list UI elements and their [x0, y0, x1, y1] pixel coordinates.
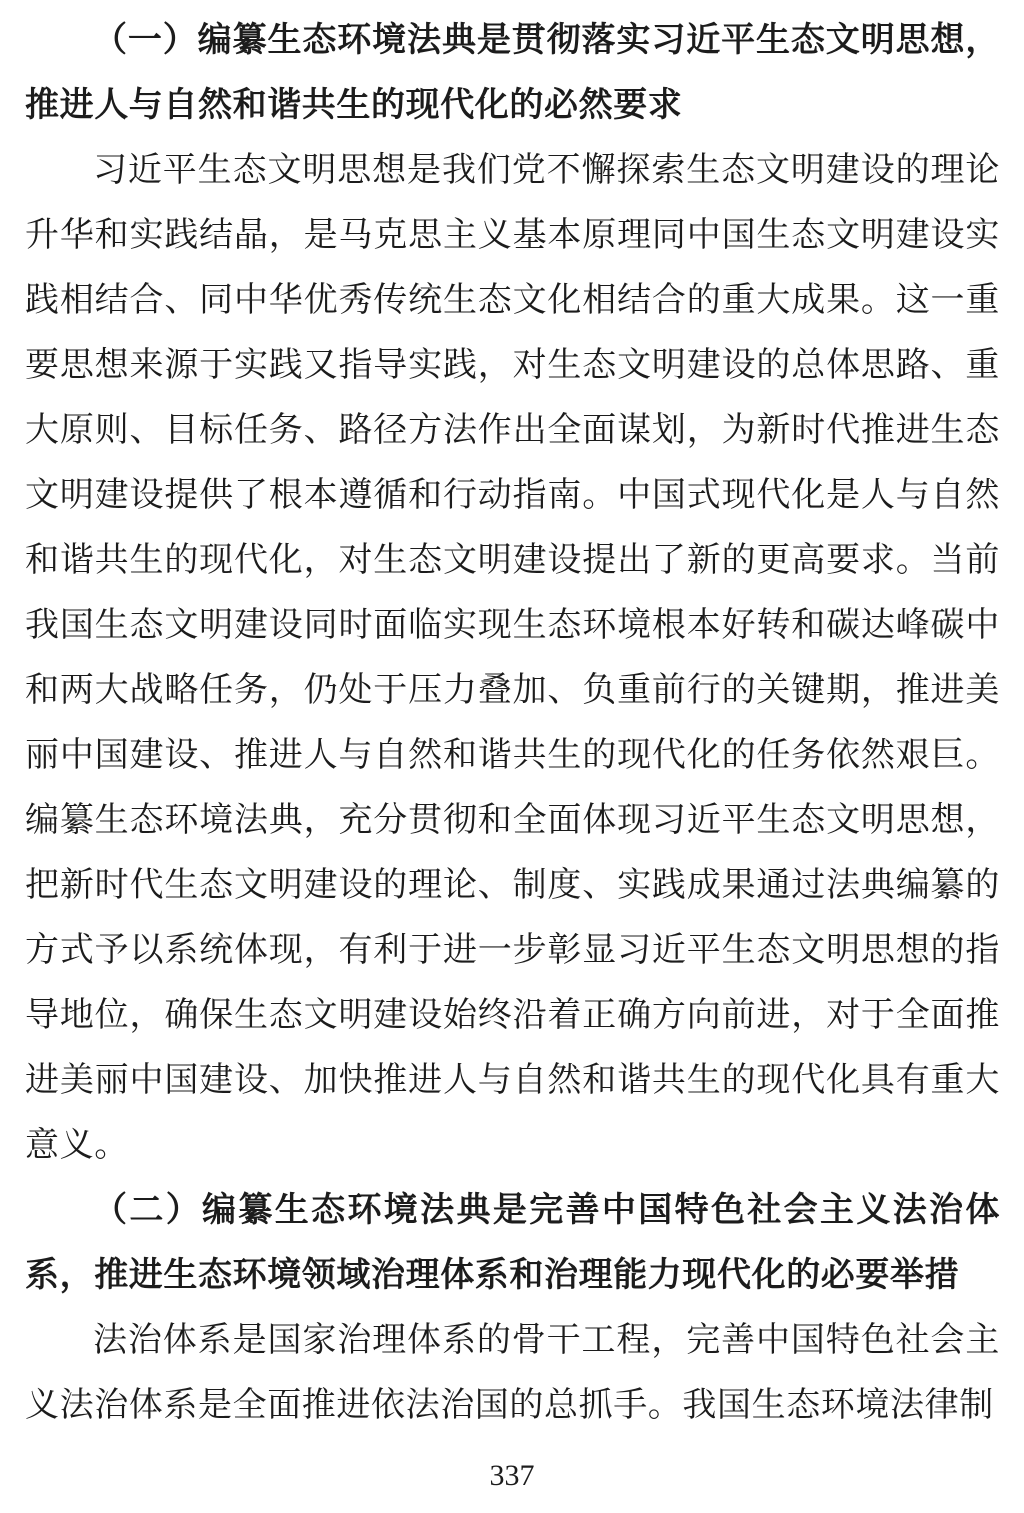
section-1-paragraph: 习近平生态文明思想是我们党不懈探索生态文明建设的理论升华和实践结晶，是马克思主义基本原理同中国生态文明建设实践相结合、同中华优秀传统生态文化相结合的重大成果。这一重要思想来源于实践又指导实践，对生态文明建设的总体思路、重大原则、目标任务、路径方法作出全面谋划，为新时代推进生态文明建设提供了根本遵循和行动指南。中国式现代化是人与自然和谐共生的现代化，对生态文明建设提出了新的更高要求。当前我国生态文明建设同时面临实现生态环境根本好转和碳达峰碳中和两大战略任务，仍处于压力叠加、负重前行的关键期，推进美丽中国建设、推进人与自然和谐共生的现代化的任务依然艰巨。编纂生态环境法典，充分贯彻和全面体现习近平生态文明思想，把新时代生态文明建设的理论、制度、实践成果通过法典编纂的方式予以系统体现，有利于进一步彰显习近平生态文明思想的指导地位，确保生态文明建设始终沿着正确方向前进，对于全面推进美丽中国建设、加快推进人与自然和谐共生的现代化具有重大意义。: [25, 152, 1000, 1164]
section-1-heading: （一）编纂生态环境法典是贯彻落实习近平生态文明思想，推进人与自然和谐共生的现代化的必然要求: [25, 22, 1000, 124]
document-body: [25, 8, 1000, 1438]
section-2-paragraph: 法治体系是国家治理体系的骨干工程，完善中国特色社会主义法治体系是全面推进依法治国的总抓手。我国生态环境法律制: [25, 1322, 1000, 1424]
page-number: 337: [489, 1459, 535, 1492]
section-2-heading: （二）编纂生态环境法典是完善中国特色社会主义法治体系，推进生态环境领域治理体系和治理能力现代化的必要举措: [25, 1192, 1000, 1294]
